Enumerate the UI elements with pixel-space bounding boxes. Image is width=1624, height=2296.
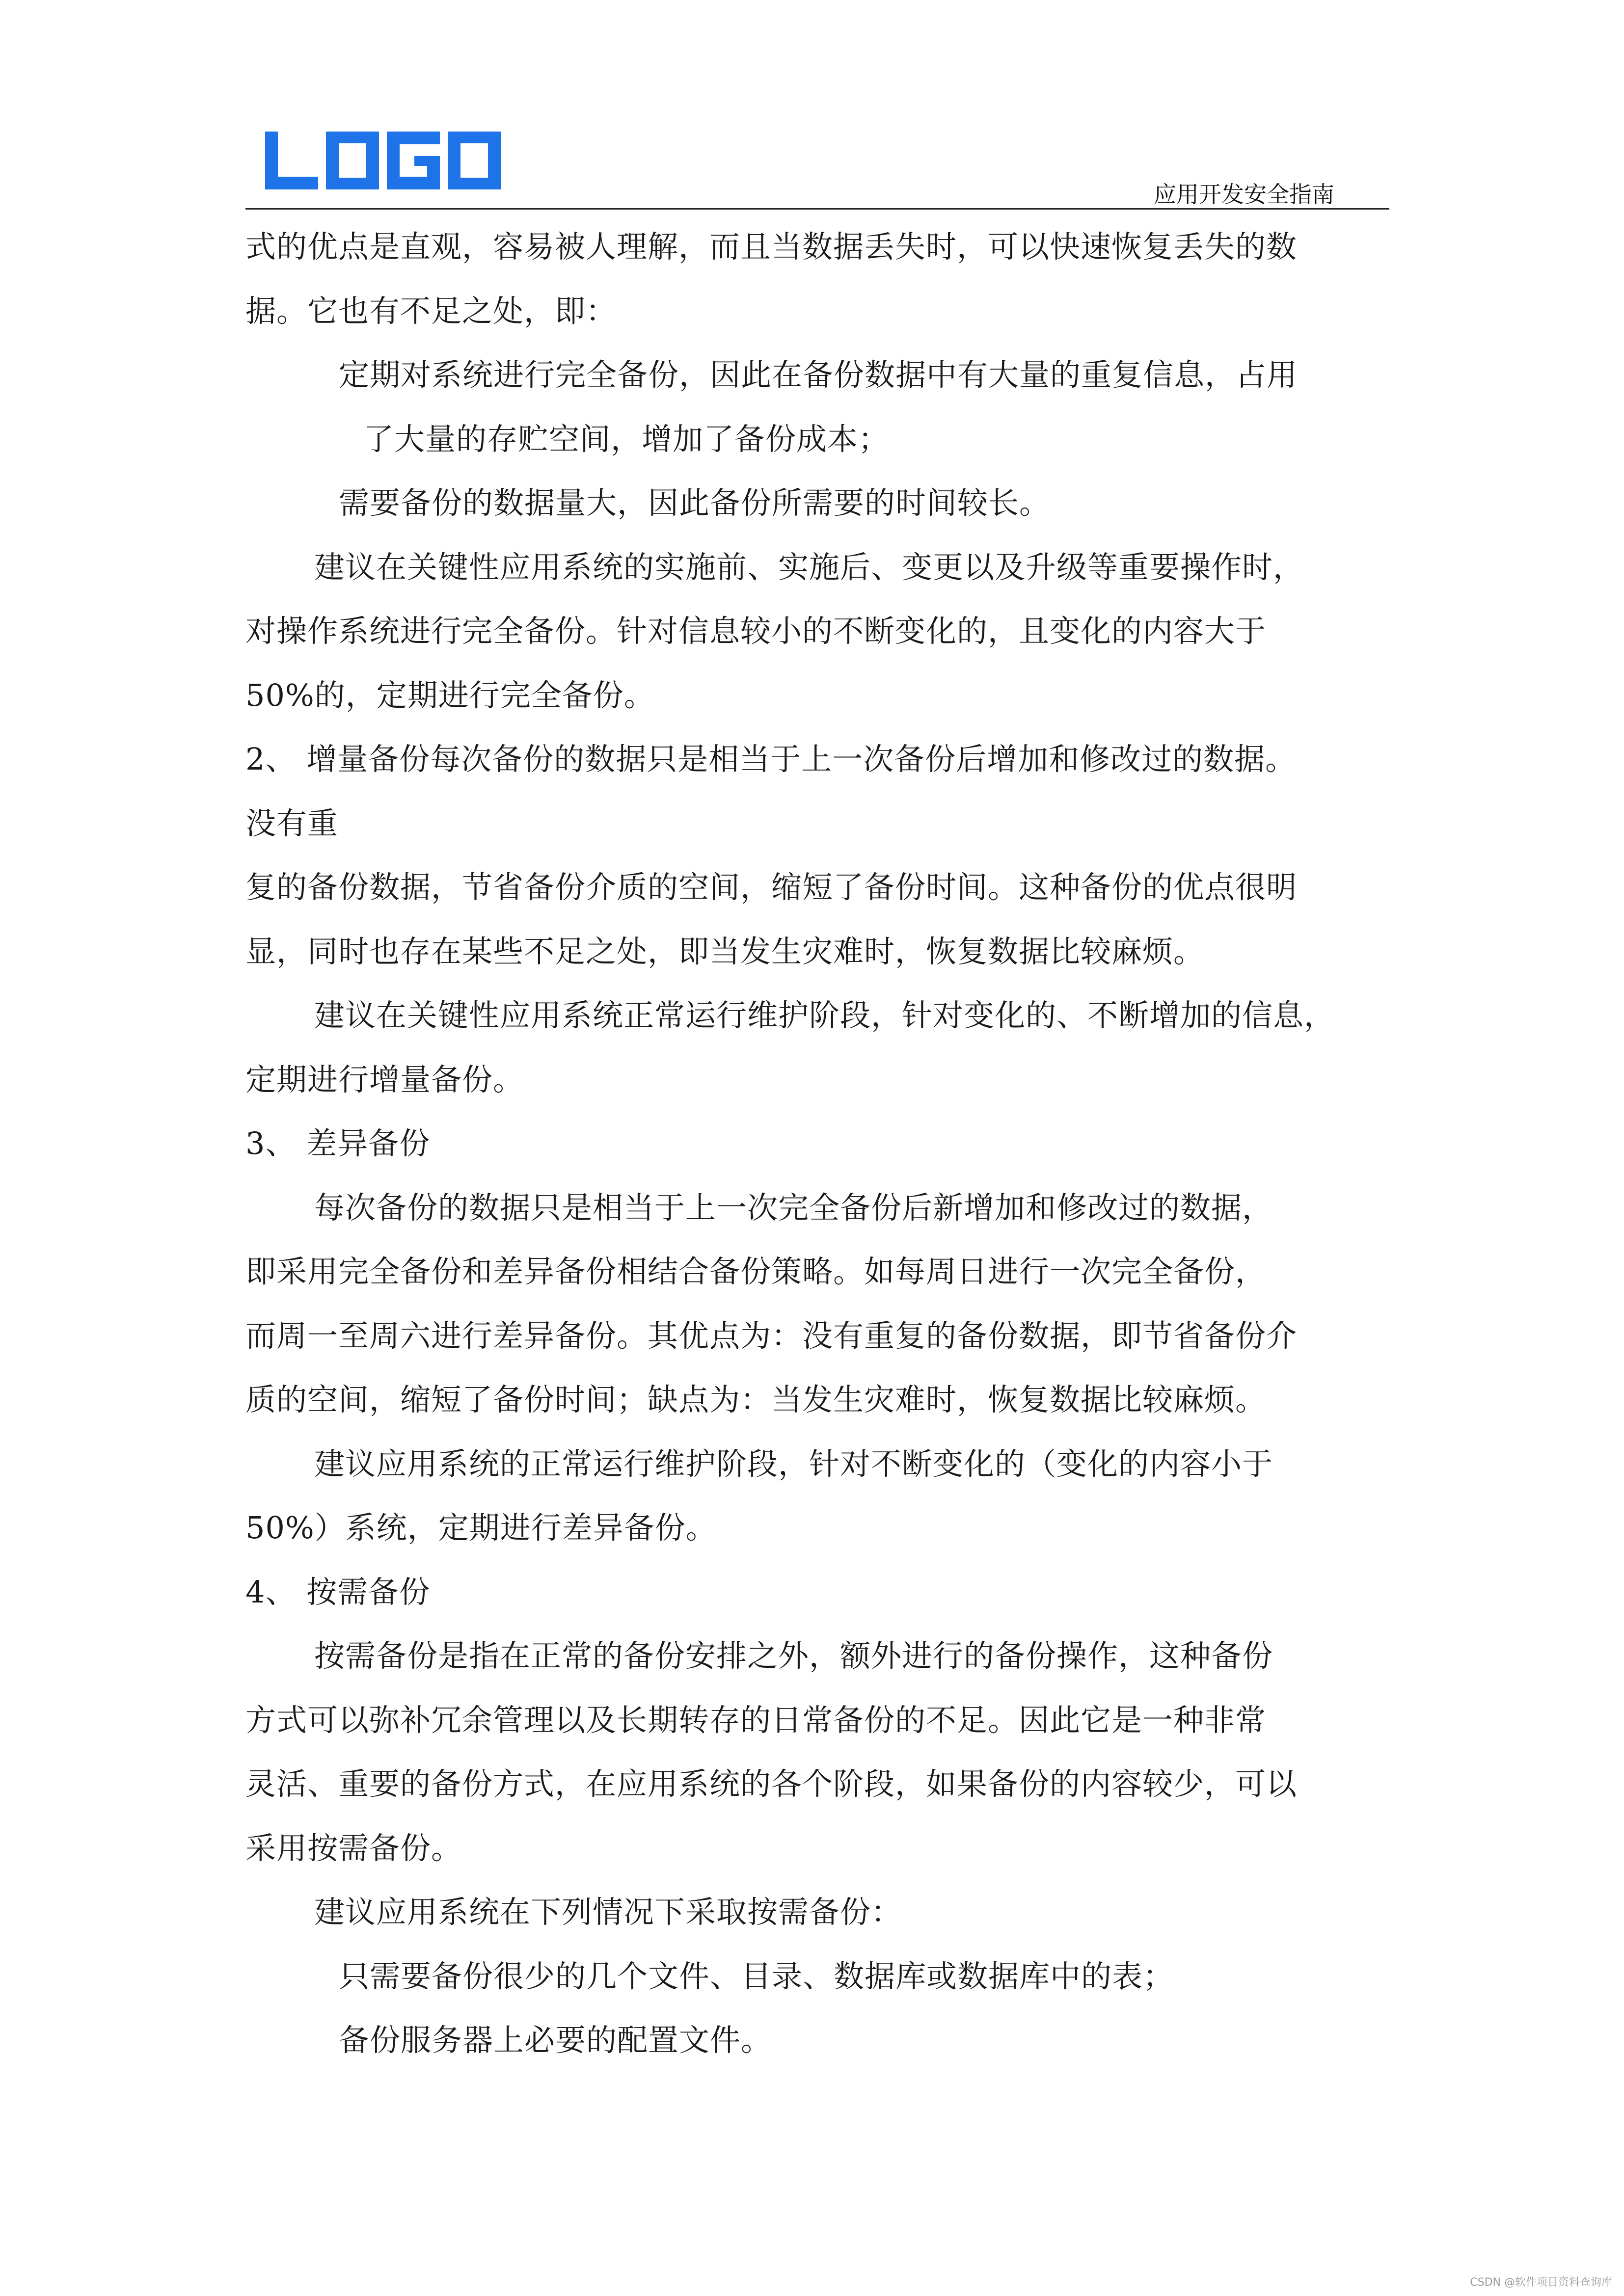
paragraph-line: 建议在关键性应用系统正常运行维护阶段，针对变化的、不断增加的信息， [314, 997, 1335, 1033]
body-line: 50%的，定期进行完全备份。 [245, 677, 655, 713]
paragraph-line: 建议应用系统在下列情况下采取按需备份： [314, 1894, 902, 1930]
header-divider [245, 208, 1389, 210]
body-line: 式的优点是直观，容易被人理解，而且当数据丢失时，可以快速恢复丢失的数 [245, 229, 1298, 265]
body-line: 灵活、重要的备份方式，在应用系统的各个阶段，如果备份的内容较少，可以 [245, 1766, 1298, 1802]
paragraph-line: 建议在关键性应用系统的实施前、实施后、变更以及升级等重要操作时， [314, 549, 1304, 585]
list-item: 只需要备份很少的几个文件、目录、数据库或数据库中的表； [339, 1958, 1174, 1994]
body-line: 质的空间，缩短了备份时间；缺点为：当发生灾难时，恢复数据比较麻烦。 [245, 1382, 1267, 1417]
body-line: 即采用完全备份和差异备份相结合备份策略。如每周日进行一次完全备份， [245, 1254, 1267, 1289]
list-item: 需要备份的数据量大，因此备份所需要的时间较长。 [339, 485, 1051, 521]
paragraph-line: 建议应用系统的正常运行维护阶段，针对不断变化的（变化的内容小于 [314, 1445, 1273, 1482]
body-line: 采用按需备份。 [245, 1830, 462, 1866]
watermark: CSDN @软件项目资料查询库 [1470, 2276, 1612, 2289]
list-item-continuation: 了大量的存贮空间，增加了备份成本； [363, 421, 890, 457]
section-heading-on-demand: 4、 按需备份 [245, 1574, 431, 1610]
body-line: 显，同时也存在某些不足之处，即当发生灾难时，恢复数据比较麻烦。 [245, 933, 1205, 969]
section-heading-differential: 3、 差异备份 [245, 1125, 431, 1161]
document-body [245, 215, 1389, 2073]
paragraph-line: 每次备份的数据只是相当于上一次完全备份后新增加和修改过的数据， [314, 1189, 1273, 1226]
body-line: 没有重 [245, 805, 339, 841]
paragraph-line: 按需备份是指在正常的备份安排之外，额外进行的备份操作，这种备份 [314, 1638, 1273, 1674]
list-item: 备份服务器上必要的配置文件。 [339, 2022, 772, 2058]
body-line: 据。它也有不足之处，即： [245, 293, 617, 329]
logo [265, 132, 501, 189]
list-item: 定期对系统进行完全备份，因此在备份数据中有大量的重复信息，占用 [339, 357, 1298, 393]
body-line: 50%）系统，定期进行差异备份。 [245, 1510, 717, 1546]
body-line: 方式可以弥补冗余管理以及长期转存的日常备份的不足。因此它是一种非常 [245, 1702, 1267, 1738]
body-line: 而周一至周六进行差异备份。其优点为：没有重复的备份数据，即节省备份介 [245, 1317, 1298, 1354]
header-title: 应用开发安全指南 [1154, 181, 1334, 208]
body-line: 定期进行增量备份。 [245, 1061, 524, 1097]
body-line: 复的备份数据，节省备份介质的空间，缩短了备份时间。这种备份的优点很明 [245, 869, 1298, 905]
section-heading-incremental: 2、 增量备份每次备份的数据只是相当于上一次备份后增加和修改过的数据。 [245, 741, 1297, 777]
body-line: 对操作系统进行完全备份。针对信息较小的不断变化的，且变化的内容大于 [245, 613, 1267, 649]
